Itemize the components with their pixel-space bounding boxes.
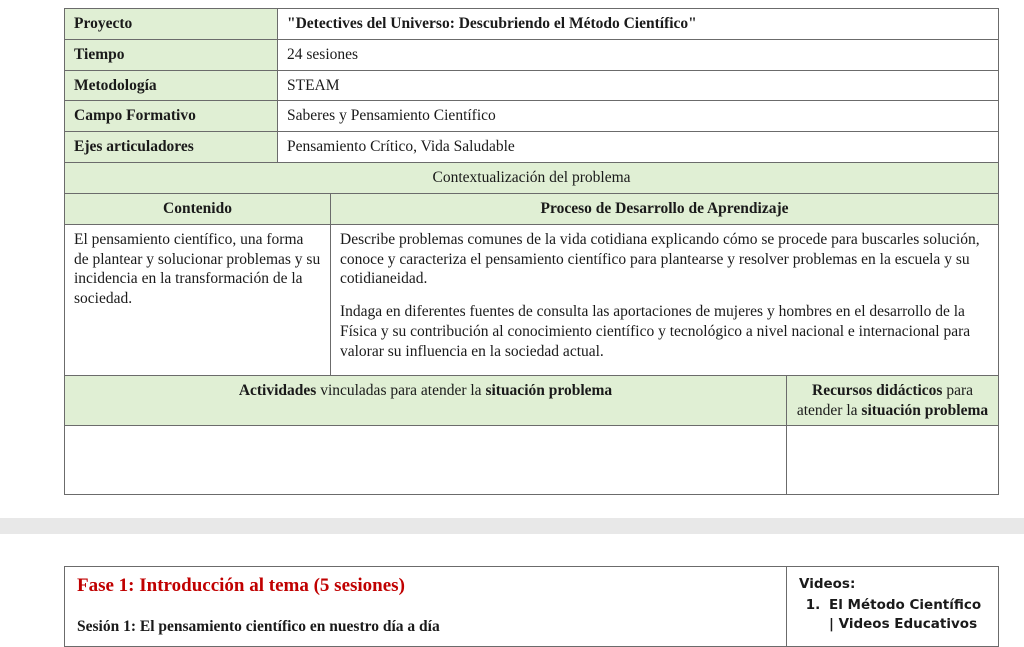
field-label-ejes-articuladores: Ejes articuladores — [65, 132, 278, 163]
field-label-tiempo: Tiempo — [65, 39, 278, 70]
field-value-campo-formativo: Saberes y Pensamiento Científico — [278, 101, 999, 132]
table-row — [65, 193, 999, 224]
table-row — [65, 39, 999, 70]
field-label-campo-formativo: Campo Formativo — [65, 101, 278, 132]
fase-title: Fase 1: Introducción al tema (5 sesiones) — [77, 575, 405, 596]
field-value-proyecto: "Detectives del Universo: Descubriendo el Método Científico" — [278, 9, 999, 40]
column-header-recursos — [787, 375, 999, 426]
field-label-proyecto: Proyecto — [65, 9, 278, 40]
planeacion-table — [64, 8, 999, 495]
contenido-paragraph: El pensamiento científico, una forma de plantear y solucionar problemas y su incidencia en la transformación de la sociedad. — [74, 230, 321, 308]
field-value-ejes-articuladores: Pensamiento Crítico, Vida Saludable — [278, 132, 999, 163]
video-item-label: El Método Científico | Videos Educativos — [829, 596, 982, 633]
table-row — [65, 132, 999, 163]
cell-recursos-empty[interactable] — [787, 426, 999, 495]
cell-proceso-text — [331, 224, 999, 375]
cell-actividades-empty[interactable] — [65, 426, 787, 495]
recursos-videos-heading: Videos: — [799, 576, 856, 592]
recursos-plain: para atender la — [796, 381, 974, 419]
recursos-videos-list — [799, 596, 986, 635]
table-row — [65, 163, 999, 194]
proceso-paragraph-1: Describe problemas comunes de la vida cotidiana explicando cómo se procede para buscarles solución, conoce y caracteriza el pensamiento científico para plantearse y resolver problemas en la escuela y su cotidianeidad. — [340, 230, 980, 288]
cell-contenido-text — [65, 224, 331, 375]
document-page-2 — [0, 534, 1024, 641]
list-item — [825, 596, 986, 635]
column-header-contenido: Contenido — [65, 193, 331, 224]
recursos-bold-1: Recursos didácticos — [812, 381, 943, 399]
column-header-proceso-desarrollo: Proceso de Desarrollo de Aprendizaje — [331, 193, 999, 224]
table-row — [65, 70, 999, 101]
actividades-bold-2: situación problema — [485, 381, 613, 399]
sesion-title: Sesión 1: El pensamiento científico en nuestro día a día — [77, 617, 440, 635]
table-row — [65, 9, 999, 40]
column-header-actividades — [65, 375, 787, 426]
proceso-paragraph-2: Indaga en diferentes fuentes de consulta las aportaciones de mujeres y hombres en el desarrollo de la Física y su contribución al conocimiento científico y tecnológico a nivel nacional e internacional para valorar su influencia en la sociedad actual. — [340, 303, 971, 360]
cell-fase-content — [65, 567, 787, 647]
field-value-metodologia: STEAM — [278, 70, 999, 101]
field-label-metodologia: Metodología — [65, 70, 278, 101]
table-row — [65, 101, 999, 132]
cell-recursos-videos — [787, 567, 999, 647]
table-row — [65, 567, 999, 647]
fase-table — [64, 566, 999, 647]
table-row — [65, 224, 999, 375]
table-row — [65, 375, 999, 426]
recursos-bold-2: situación problema — [861, 401, 989, 419]
section-header-contextualizacion: Contextualización del problema — [65, 163, 999, 194]
actividades-plain: vinculadas para atender la — [316, 381, 486, 399]
actividades-bold-1: Actividades — [238, 381, 317, 399]
table-row — [65, 426, 999, 495]
page-break-separator — [0, 518, 1024, 534]
field-value-tiempo: 24 sesiones — [278, 39, 999, 70]
